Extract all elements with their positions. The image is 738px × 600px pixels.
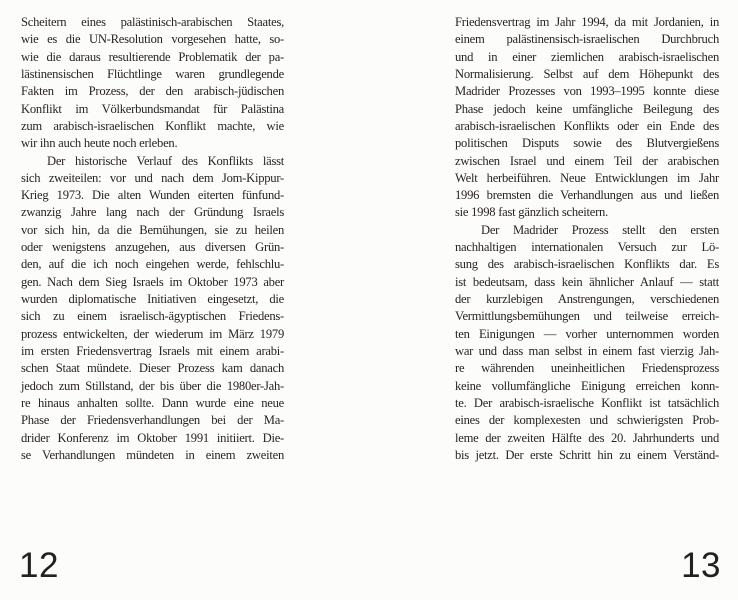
text-line: Madrider Prozesses von 1993–1995 konnte diese xyxy=(455,84,719,99)
text-line: im ersten Friedensvertrag Israels mit einem arabi- xyxy=(21,343,284,358)
text-line: keine vollumfängliche Einigung erreichen konn- xyxy=(455,378,719,393)
text-line: zum arabisch-israelischen Konflikt machte, wie xyxy=(21,118,284,133)
text-line: und in einer ziemlichen arabisch-israelischen xyxy=(455,49,719,64)
text-line: lästinensischen Flüchtlinge waren grundlegende xyxy=(21,66,284,81)
text-line: schen Staat mündete. Dieser Prozess kam danach xyxy=(21,361,284,376)
text-line: Scheitern eines palästinisch-arabischen Staates, xyxy=(21,15,284,29)
text-line: den, auf die ich noch eingehen werde, fehlschlu- xyxy=(21,257,284,272)
text-line: prozess entwickelten, der wiederum im März 1979 xyxy=(21,326,284,341)
text-line: ist bedeutsam, dass kein ähnlicher Anlauf — statt xyxy=(455,274,719,289)
text-line: gen. Nach dem Sieg Israels im Oktober 1973 aber xyxy=(21,274,284,289)
text-line: te. Der arabisch-israelische Konflikt ist tatsächlich xyxy=(455,395,719,410)
text-line: sung des arabisch-israelischen Konflikts dar. Es xyxy=(455,257,719,272)
text-line: eines der komplexesten und schwierigsten Prob- xyxy=(455,413,719,428)
text-line: sich zweiteilen: vor und nach dem Jom-Kippur- xyxy=(21,170,284,185)
text-line: Vermittlungsbemühungen und teilweise erreich- xyxy=(455,309,719,324)
page-number-right: 13 xyxy=(681,546,721,585)
text-line: bis jetzt. Der erste Schritt hin zu einem Verständ- xyxy=(455,447,719,462)
text-line: war und dass man selbst in einem fast vierzig Jah- xyxy=(455,343,719,358)
text-line: nachhaltigen internationalen Versuch zur Lö- xyxy=(455,240,719,255)
page-number-left: 12 xyxy=(19,546,59,585)
text-line: arabisch-israelischen Konflikts oder ein Ende des xyxy=(455,118,719,133)
text-line: Der Madrider Prozess stellt den ersten xyxy=(481,222,719,237)
text-line: zwischen Israel und einem Teil der arabischen xyxy=(455,153,719,168)
text-line: wie die daraus resultierende Problematik der pa- xyxy=(21,49,284,64)
text-line: Phase jedoch keine umfängliche Beilegung des xyxy=(455,101,719,116)
text-line: zwanzig Jahre lang nach der Gründung Israels xyxy=(21,205,284,220)
text-line: der kurzlebigen Anstrengungen, verschiedenen xyxy=(455,292,719,306)
text-line: Friedensvertrag im Jahr 1994, da mit Jordanien, in xyxy=(455,15,719,29)
text-line: ten Einigungen — vorher unternommen worden xyxy=(455,326,719,341)
text-line: Der historische Verlauf des Konflikts lässt xyxy=(47,153,284,168)
text-line: re währenden uneinheitlichen Friedensprozess xyxy=(455,361,719,376)
text-line: Konflikt im Völkerbundsmandat für Palästina xyxy=(21,101,284,116)
text-line: oder wenigstens anzugehen, aus diversen Grün- xyxy=(21,240,284,255)
text-line: Phase der Friedensverhandlungen bei der Ma- xyxy=(21,413,284,428)
text-line: Welt herbeiführen. Neue Entwicklungen im Jahr xyxy=(455,170,719,185)
text-line: sie 1998 fast gänzlich scheitern. xyxy=(455,205,608,220)
text-line: einem palästinensisch-israelischen Durchbruch xyxy=(455,32,719,47)
text-line: se Verhandlungen mündeten in einem zweiten xyxy=(21,447,284,462)
text-line: leme der zweiten Hälfte des 20. Jahrhunderts und xyxy=(455,430,719,445)
text-line: wie es die UN-Resolution vorgesehen hatte, so- xyxy=(21,32,284,47)
text-line: Krieg 1973. Die alten Wunden eiterten fünfund- xyxy=(21,188,284,203)
text-column-left xyxy=(21,14,284,464)
text-line: sich zu einem israelisch-ägyptischen Friedens- xyxy=(21,309,284,324)
text-line: drider Konferenz im Oktober 1991 initiiert. Die- xyxy=(21,430,284,445)
text-line: re hinaus anhalten sollte. Dann wurde eine neue xyxy=(21,395,284,410)
text-line: 1996 bremsten die Verhandlungen aus und ließen xyxy=(455,188,719,203)
text-line: wir ihn auch heute noch erleben. xyxy=(21,136,178,151)
text-line: Normalisierung. Selbst auf dem Höhepunkt des xyxy=(455,66,719,81)
text-line: vor sich hin, da die Bemühungen, sie zu heilen xyxy=(21,222,284,237)
text-line: jedoch zum Stillstand, der bis über die 1980er-Jah- xyxy=(21,378,284,393)
text-line: wurden diplomatische Initiativen eingesetzt, die xyxy=(21,292,284,306)
text-line: politischen Disputs sowie des Blutvergießens xyxy=(455,136,719,151)
text-column-right xyxy=(455,14,719,464)
text-line: Fakten im Prozess, der den arabisch-jüdischen xyxy=(21,84,284,99)
